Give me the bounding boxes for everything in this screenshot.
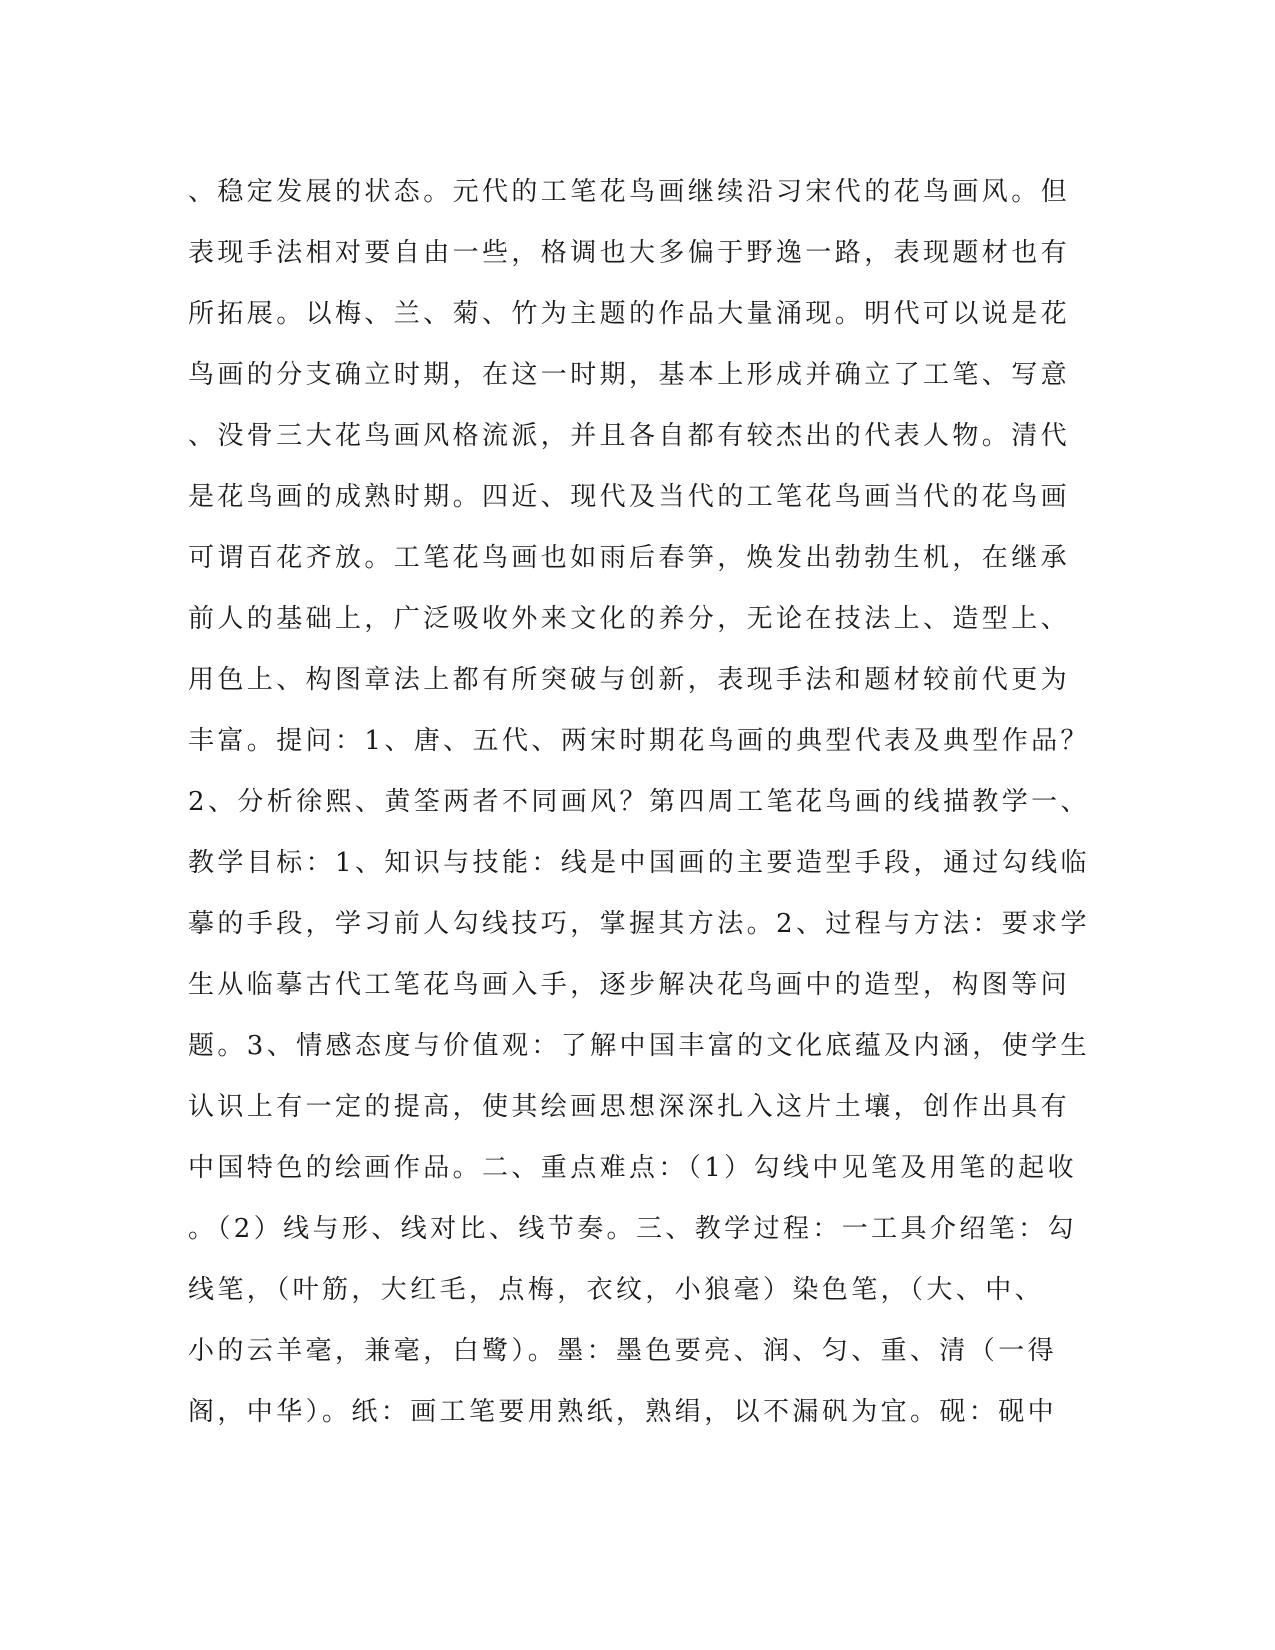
text-line: 摹的手段，学习前人勾线技巧，掌握其方法。2、过程与方法：要求学: [188, 909, 1090, 939]
text-line: 可谓百花齐放。工笔花鸟画也如雨后春笋，焕发出勃勃生机，在继承: [188, 543, 1071, 573]
text-line: 丰富。提问：1、唐、五代、两宋时期花鸟画的典型代表及典型作品？: [188, 726, 1090, 756]
text-line: 阁，中华）。纸：画工笔要用熟纸，熟绢，以不漏矾为宜。砚：砚中: [188, 1397, 1058, 1427]
text-line: 中国特色的绘画作品。二、重点难点：（1）勾线中见笔及用笔的起收: [188, 1153, 1077, 1183]
text-line: 前人的基础上，广泛吸收外来文化的养分，无论在技法上、造型上、: [188, 604, 1071, 634]
text-line: 认识上有一定的提高，使其绘画思想深深扎入这片土壤，创作出具有: [188, 1092, 1071, 1122]
text-line: 教学目标：1、知识与技能：线是中国画的主要造型手段，通过勾线临: [188, 848, 1090, 878]
text-line: 所拓展。以梅、兰、菊、竹为主题的作品大量涌现。明代可以说是花: [188, 299, 1071, 329]
text-line: 用色上、构图章法上都有所突破与创新，表现手法和题材较前代更为: [188, 665, 1071, 695]
text-line: 表现手法相对要自由一些，格调也大多偏于野逸一路，表现题材也有: [188, 238, 1071, 268]
text-line: 小的云羊毫，兼毫，白鹭）。墨：墨色要亮、润、匀、重、清（一得: [188, 1336, 1058, 1366]
text-line: 2、分析徐熙、黄筌两者不同画风？第四周工笔花鸟画的线描教学一、: [188, 787, 1090, 817]
text-line: 。（2）线与形、线对比、线节奏。三、教学过程：一工具介绍笔：勾: [188, 1214, 1077, 1244]
text-line: 生从临摹古代工笔花鸟画入手，逐步解决花鸟画中的造型，构图等问: [188, 970, 1071, 1000]
text-line: 是花鸟画的成熟时期。四近、现代及当代的工笔花鸟画当代的花鸟画: [188, 482, 1071, 512]
text-line: 、没骨三大花鸟画风格流派，并且各自都有较杰出的代表人物。清代: [188, 421, 1071, 451]
text-line: 鸟画的分支确立时期，在这一时期，基本上形成并确立了工笔、写意: [188, 360, 1071, 390]
text-line: 线笔，（叶筋，大红毛，点梅，衣纹，小狼毫）染色笔，（大、中、: [188, 1275, 1045, 1305]
text-line: 题。3、情感态度与价值观：了解中国丰富的文化底蕴及内涵，使学生: [188, 1031, 1090, 1061]
text-line: 、稳定发展的状态。元代的工笔花鸟画继续沿习宋代的花鸟画风。但: [188, 177, 1071, 207]
body-text: [188, 162, 1090, 1443]
